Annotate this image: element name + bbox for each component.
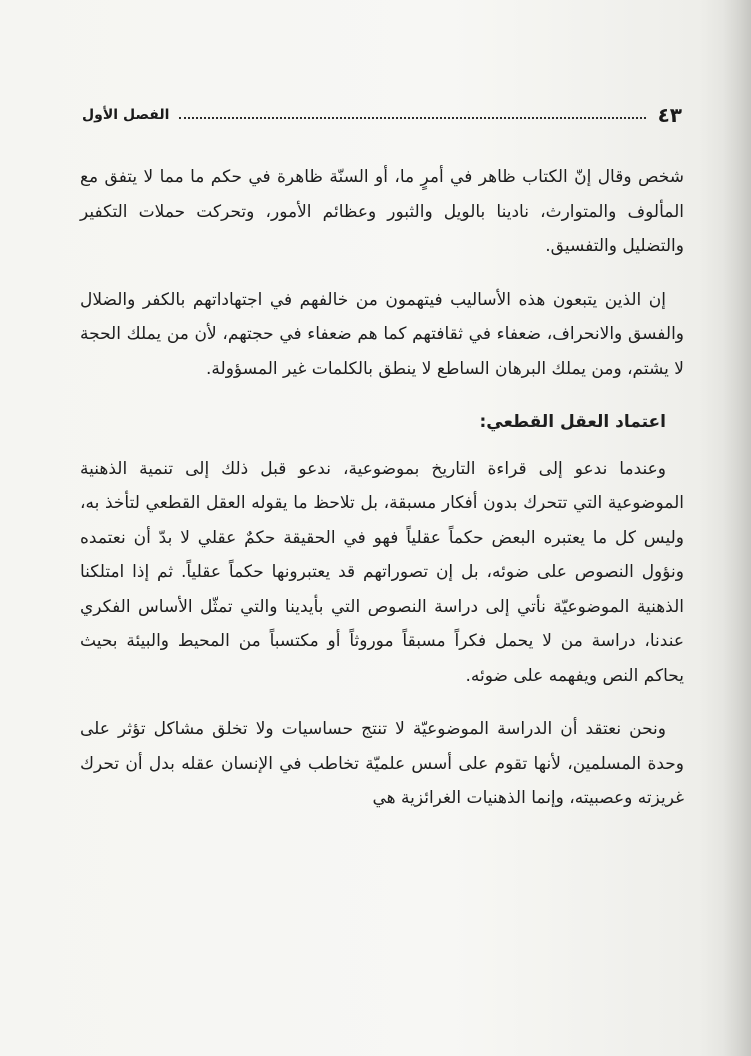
running-header [82,102,682,128]
paragraph-4: ونحن نعتقد أن الدراسة الموضوعيّة لا تنتج حساسيات ولا تخلق مشاكل تؤثر على وحدة المسلمين، لأنها تقوم على أسس علميّة تخاطب في الإنسان عقله بدل أن تحرك غريزته وعصبيته، وإنما الذهنيات الغرائزية هي [80,719,684,808]
spine-shadow [723,0,751,1056]
section-heading: اعتماد العقل القطعي: [479,412,666,432]
page-number: ٤٣ [657,103,682,127]
header-dotted-leader [179,117,645,119]
paragraph-1: شخص وقال إنّ الكتاب ظاهر في أمرٍ ما، أو السنّة ظاهرة في حكم ما مما لا يتفق مع المألوف والمتوارث، نادينا بالويل والثبور وعظائم الأمور، وتحركت حملات التكفير والتضليل والتفسيق. [80,167,684,256]
chapter-title: الفصل الأول [82,107,170,123]
paragraph-3: وعندما ندعو إلى قراءة التاريخ بموضوعية، ندعو قبل ذلك إلى تنمية الذهنية الموضوعية التي تتحرك بدون أفكار مسبقة، بل تلاحظ ما يقوله العقل القطعي لتأخذ به، وليس كل ما يعتبره البعض حكماً عقلياً فهو في الحقيقة حكمٌ عقلي لا بدّ أن نعتمده ونؤول النصوص على ضوئه، بل إن تصوراتهم قد يعتبرونها حكماً عقلياً. ثم إذا امتلكنا الذهنية الموضوعيّة نأتي إلى دراسة النصوص التي بأيدينا والتي تمثّل الأساس الفكري عندنا، دراسة من لا يحمل فكراً مسبقاً موروثاً أو مكتسباً من المحيط والبيئة بحيث يحاكم النص ويفهمه على ضوئه. [80,458,684,686]
page-body [80,160,684,835]
paragraph-2: إن الذين يتبعون هذه الأساليب فيتهمون من خالفهم في اجتهاداتهم بالكفر والضلال والفسق والانحراف، ضعفاء في ثقافتهم كما هم ضعفاء في حجتهم، لأن من يملك الحجة لا يشتم، ومن يملك البرهان الساطع لا ينطق بالكلمات غير المسؤولة. [80,289,684,379]
